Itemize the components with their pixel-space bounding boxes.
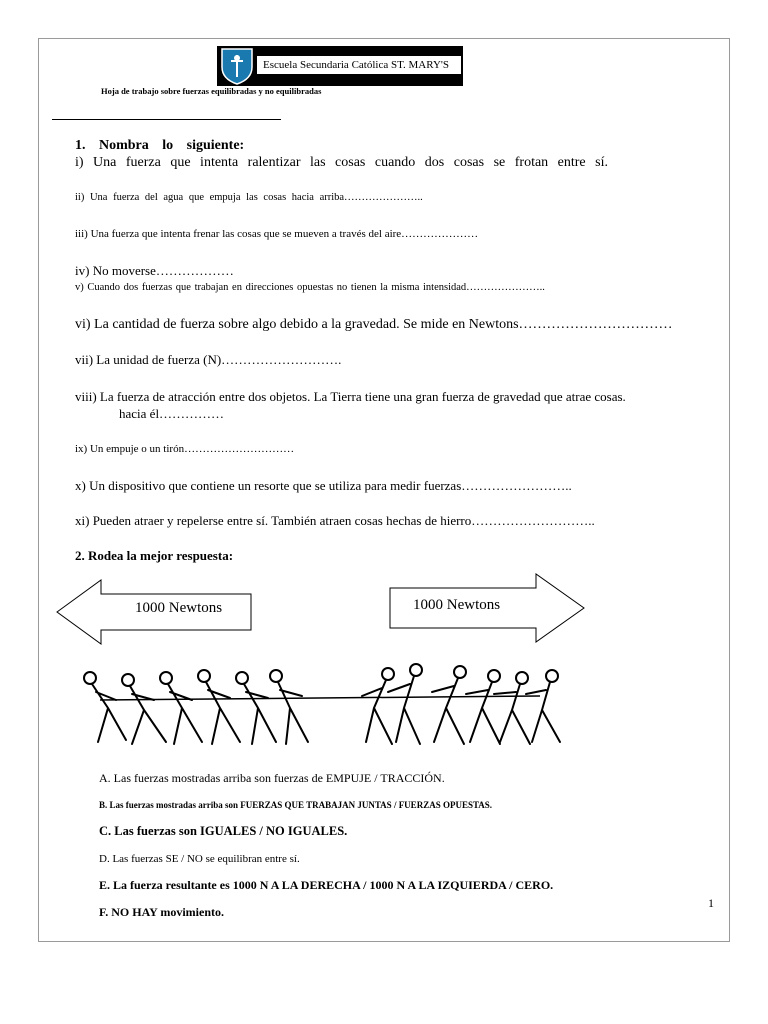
question-ii: ii) Una fuerza del agua que empuja las cosas hacia arriba………………….. <box>75 192 423 203</box>
question-viii: viii) La fuerza de atracción entre dos objetos. La Tierra tiene una gran fuerza de gravedad que atrae cosas. <box>75 389 626 404</box>
section1-title: 1. Nombra lo siguiente: <box>75 138 245 153</box>
section2-title: 2. Rodea la mejor respuesta: <box>75 548 234 563</box>
school-crest-icon <box>220 47 254 85</box>
tug-of-war-illustration <box>70 662 570 754</box>
question-ix: ix) Un empuje o un tirón………………………… <box>75 443 295 455</box>
left-force-label: 1000 Newtons <box>135 600 223 616</box>
answer-e: E. La fuerza resultante es 1000 N A LA DERECHA / 1000 N A LA IZQUIERDA / CERO. <box>99 878 554 892</box>
question-x: x) Un dispositivo que contiene un resorte que se utiliza para medir fuerzas…………………….. <box>75 478 572 493</box>
worksheet-title: Hoja de trabajo sobre fuerzas equilibradas y no equilibradas <box>101 86 322 96</box>
answer-f: F. NO HAY movimiento. <box>99 905 225 919</box>
question-viii-continued: hacia él…………… <box>119 406 225 421</box>
answer-c: C. Las fuerzas son IGUALES / NO IGUALES. <box>99 824 348 838</box>
question-v: v) Cuando dos fuerzas que trabajan en direcciones opuestas no tienen la misma intensidad………………….. <box>75 282 545 293</box>
right-force-label: 1000 Newtons <box>413 597 501 613</box>
question-iii: iii) Una fuerza que intenta frenar las cosas que se mueven a través del aire………………… <box>75 228 479 240</box>
question-vi: vi) La cantidad de fuerza sobre algo debido a la gravedad. Se mide en Newtons…………………………… <box>75 317 673 332</box>
answer-a: A. Las fuerzas mostradas arriba son fuerzas de EMPUJE / TRACCIÓN. <box>99 771 445 785</box>
page-number: 1 <box>708 896 714 910</box>
name-blank-line <box>52 119 281 120</box>
question-vii: vii) La unidad de fuerza (N)………………………. <box>75 352 342 367</box>
answer-d: D. Las fuerzas SE / NO se equilibran entre sí. <box>99 853 300 865</box>
question-i: i) Una fuerza que intenta ralentizar las cosas cuando dos cosas se frotan entre sí. <box>75 155 608 170</box>
question-xi: xi) Pueden atraer y repelerse entre sí. También atraen cosas hechas de hierro……………………….. <box>75 513 595 528</box>
school-name: Escuela Secundaria Católica ST. MARY'S <box>257 56 461 74</box>
answer-b: B. Las fuerzas mostradas arriba son FUERZAS QUE TRABAJAN JUNTAS / FUERZAS OPUESTAS. <box>99 800 493 810</box>
question-iv: iv) No moverse……………… <box>75 263 234 278</box>
